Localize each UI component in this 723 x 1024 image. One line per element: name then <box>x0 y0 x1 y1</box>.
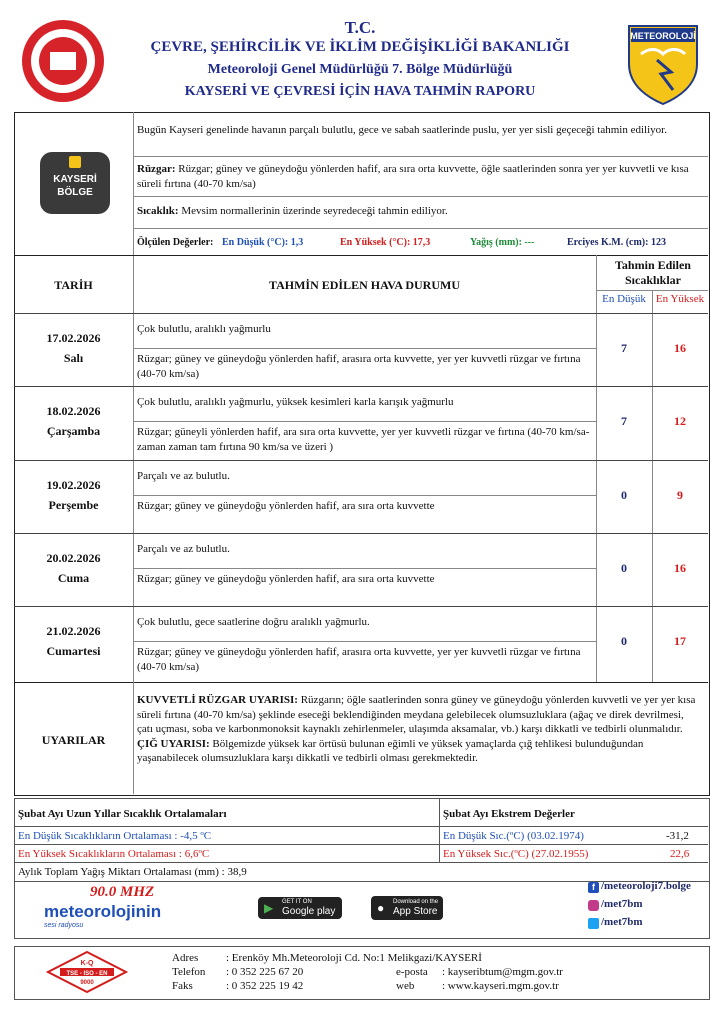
app-store-label: App Store <box>393 906 438 917</box>
stats-left-rain: Aylık Toplam Yağış Miktarı Ortalaması (mm) : 38,9 <box>18 866 247 878</box>
avalanche-warning-title: ÇIĞ UYARISI: <box>137 737 210 750</box>
day-max-temp: 12 <box>674 414 686 428</box>
day-name: Perşembe <box>48 498 99 512</box>
logo-emblem-icon <box>69 156 81 168</box>
day-name: Cumartesi <box>46 644 101 658</box>
measured-rain: Yağış (mm): --- <box>470 237 535 248</box>
radio-name: meteorolojinin <box>44 902 162 921</box>
stats-right-max-label: En Yüksek Sıc.(ºC) (27.02.1955) <box>443 848 589 860</box>
day-max-temp: 16 <box>674 561 686 575</box>
ministry-seal <box>22 20 104 102</box>
day-date: 18.02.2026 <box>46 404 101 418</box>
instagram-icon <box>588 900 599 911</box>
day-max-temp: 17 <box>674 634 686 648</box>
web-value[interactable]: : www.kayseri.mgm.gov.tr <box>442 980 559 992</box>
avalanche-warning-text: Bölgemizde yüksek kar örtüsü bulunan eğimli ve yüksek yamaçlarda çığ tehlikesi bulunduğundan yaşanabilecek olumsuzluklara karşı dikkatli ve tedbirli olması gerekmektedir. <box>137 737 644 764</box>
col-max: En Yüksek <box>655 293 705 305</box>
google-play-small: GET IT ON <box>282 899 312 905</box>
day-name: Cuma <box>57 571 90 585</box>
wind-label: Rüzgar: <box>137 163 176 175</box>
stats-left-max: En Yüksek Sıcaklıkların Ortalaması : 6,6ºC <box>18 848 210 860</box>
day-name: Çarşamba <box>46 424 101 438</box>
app-store-small: Download on the <box>393 899 439 905</box>
kayseri-bolge-logo <box>40 152 110 214</box>
warnings-label: UYARILAR <box>41 733 106 747</box>
facebook-icon: f <box>588 882 599 893</box>
day-weather: Çok bulutlu, gece saatlerine doğru aralıklı yağmurlu. <box>137 616 370 628</box>
facebook-handle[interactable]: /meteoroloji7.bolge <box>601 880 691 892</box>
instagram-handle[interactable]: /met7bm <box>601 898 643 910</box>
day-weather: Parçalı ve az bulutlu. <box>137 470 230 482</box>
day-date: 21.02.2026 <box>46 624 101 638</box>
day-wind: Rüzgar; güneyli yönlerden hafif, ara sıra orta kuvvette, yer yer kuvvetli rüzgar ve fırtına (40-70 km/sa-zaman zaman tam fırtına 90 km/sa ve üzeri ) <box>137 426 590 453</box>
google-play-icon: ▶ <box>264 901 274 915</box>
meteoroloji-shield-logo <box>627 24 699 106</box>
day-min-temp: 0 <box>621 488 627 502</box>
phone-value: : 0 352 225 67 20 <box>226 966 304 978</box>
day-min-temp: 0 <box>621 634 627 648</box>
header-report-title: KAYSERİ VE ÇEVRESİ İÇİN HAVA TAHMİN RAPORU <box>184 84 536 99</box>
badge-mid: TSE - ISO - EN <box>66 971 108 977</box>
app-store-button[interactable] <box>371 896 443 920</box>
day-weather: Parçalı ve az bulutlu. <box>137 543 230 555</box>
wind-summary <box>137 162 697 192</box>
phone-label: Telefon <box>172 966 206 978</box>
day-max-temp: 16 <box>674 341 686 355</box>
twitter-icon <box>588 918 599 929</box>
logo-line2: BÖLGE <box>57 187 93 198</box>
fax-label: Faks <box>172 980 193 992</box>
general-forecast: Bugün Kayseri genelinde havanın parçalı bulutlu, gece ve sabah saatlerinde puslu, yer yer sisli geçeceği tahmin ediliyor. <box>137 124 667 136</box>
stats-right-max-val: 22,6 <box>670 848 690 860</box>
apple-icon: ● <box>377 901 385 915</box>
day-date: 17.02.2026 <box>46 331 101 345</box>
badge-bot: 9000 <box>80 980 94 986</box>
col-forecast: TAHMİN EDİLEN HAVA DURUMU <box>268 278 461 292</box>
col-min: En Düşük <box>602 293 646 305</box>
header-tc: T.C. <box>344 18 376 37</box>
day-date: 20.02.2026 <box>46 551 101 565</box>
stats-left-min: En Düşük Sıcaklıkların Ortalaması : -4,5 ºC <box>18 830 212 842</box>
day-weather: Çok bulutlu, aralıklı yağmurlu, yüksek kesimleri karla karışık yağmurlu <box>137 396 454 408</box>
address-label: Adres <box>172 952 199 964</box>
day-min-temp: 0 <box>621 561 627 575</box>
radio-sub: sesi radyosu <box>44 922 84 929</box>
email-value[interactable]: : kayseribtum@mgm.gov.tr <box>442 966 563 978</box>
warning-text <box>137 693 701 766</box>
col-temps: Tahmin Edilen Sıcaklıklar <box>615 258 691 287</box>
twitter-handle[interactable]: /met7bm <box>601 916 643 928</box>
temp-label: Sıcaklık: <box>137 205 179 217</box>
header-ministry: ÇEVRE, ŞEHİRCİLİK VE İKLİM DEĞİŞİKLİĞİ BAKANLIĞI <box>150 39 570 55</box>
day-min-temp: 7 <box>621 414 627 428</box>
logo-line1: KAYSERİ <box>53 174 97 185</box>
stats-right-min-val: -31,2 <box>666 830 689 842</box>
measured-min: En Düşük (°C): 1,3 <box>222 237 304 248</box>
stats-right-min-label: En Düşük Sıc.(ºC) (03.02.1974) <box>443 830 584 842</box>
day-date: 19.02.2026 <box>46 478 101 492</box>
day-max-temp: 9 <box>677 488 683 502</box>
day-wind: Rüzgar; güney ve güneydoğu yönlerden hafif, arasıra orta kuvvette, yer yer kuvvetli rüzgar ve fırtına (40-70 km/sa) <box>137 353 581 380</box>
day-wind: Rüzgar; güney ve güneydoğu yönlerden hafif, arasıra orta kuvvette, yer yer kuvvetli rüzgar ve fırtına (40-70 km/sa) <box>137 646 581 673</box>
wind-text: Rüzgar; güney ve güneydoğu yönlerden hafif, ara sıra orta kuvvette, öğle saatlerinden sonra yer yer kuvvetli ve kısa süreli fırtına (40-70 km/sa) <box>137 163 689 190</box>
shield-text: METEOROLOJİ <box>630 31 696 41</box>
stats-left-title: Şubat Ayı Uzun Yıllar Sıcaklık Ortalamaları <box>18 808 227 820</box>
temp-text: Mevsim normallerinin üzerinde seyredeceği tahmin ediliyor. <box>178 205 448 217</box>
email-label: e-posta <box>396 966 428 978</box>
measured-max: En Yüksek (°C): 17,3 <box>340 237 431 248</box>
fax-value: : 0 352 225 19 42 <box>226 980 304 992</box>
day-wind: Rüzgar; güney ve güneydoğu yönlerden hafif, ara sıra orta kuvvette <box>137 500 435 512</box>
stats-right-title: Şubat Ayı Ekstrem Değerler <box>443 808 575 820</box>
day-name: Salı <box>63 351 84 365</box>
google-play-button[interactable] <box>258 897 342 919</box>
measured-label: Ölçülen Değerler: <box>137 237 214 248</box>
tse-iso-badge <box>46 950 128 994</box>
wind-warning-text: Rüzgarın; öğle saatlerinden sonra güney ve güneydoğu yönlerden kuvvetli ve yer yer kısa süreli fırtına (40-70 km/sa) şeklinde eseceği beklendiğinden meydana gelebilecek olumsuzluklara (ağaç ve direk devrilmesi, çatı uçması, soba ve karbonmonoksit kaynaklı zehirlenmeler, ulaşımda aksamalar, vb.) karşı dikkatli ve tedbirli olunmalıdır. <box>137 694 696 735</box>
day-weather: Çok bulutlu, aralıklı yağmurlu <box>137 323 271 335</box>
col-date: TARİH <box>54 278 93 292</box>
temp-summary <box>137 204 697 219</box>
address-value: : Erenköy Mh.Meteoroloji Cd. No:1 Melikgazi/KAYSERİ <box>226 952 482 964</box>
web-label: web <box>396 980 415 992</box>
day-min-temp: 7 <box>621 341 627 355</box>
header-directorate: Meteoroloji Genel Müdürlüğü 7. Bölge Müdürlüğü <box>207 62 513 77</box>
google-play-label: Google play <box>282 906 336 917</box>
badge-top: K-Q <box>80 960 94 967</box>
wind-warning-title: KUVVETLİ RÜZGAR UYARISI: <box>137 694 298 706</box>
measured-erciyes: Erciyes K.M. (cm): 123 <box>567 237 666 248</box>
radio-frequency: 90.0 MHZ <box>90 884 155 900</box>
day-wind: Rüzgar; güney ve güneydoğu yönlerden hafif, ara sıra orta kuvvette <box>137 573 435 585</box>
